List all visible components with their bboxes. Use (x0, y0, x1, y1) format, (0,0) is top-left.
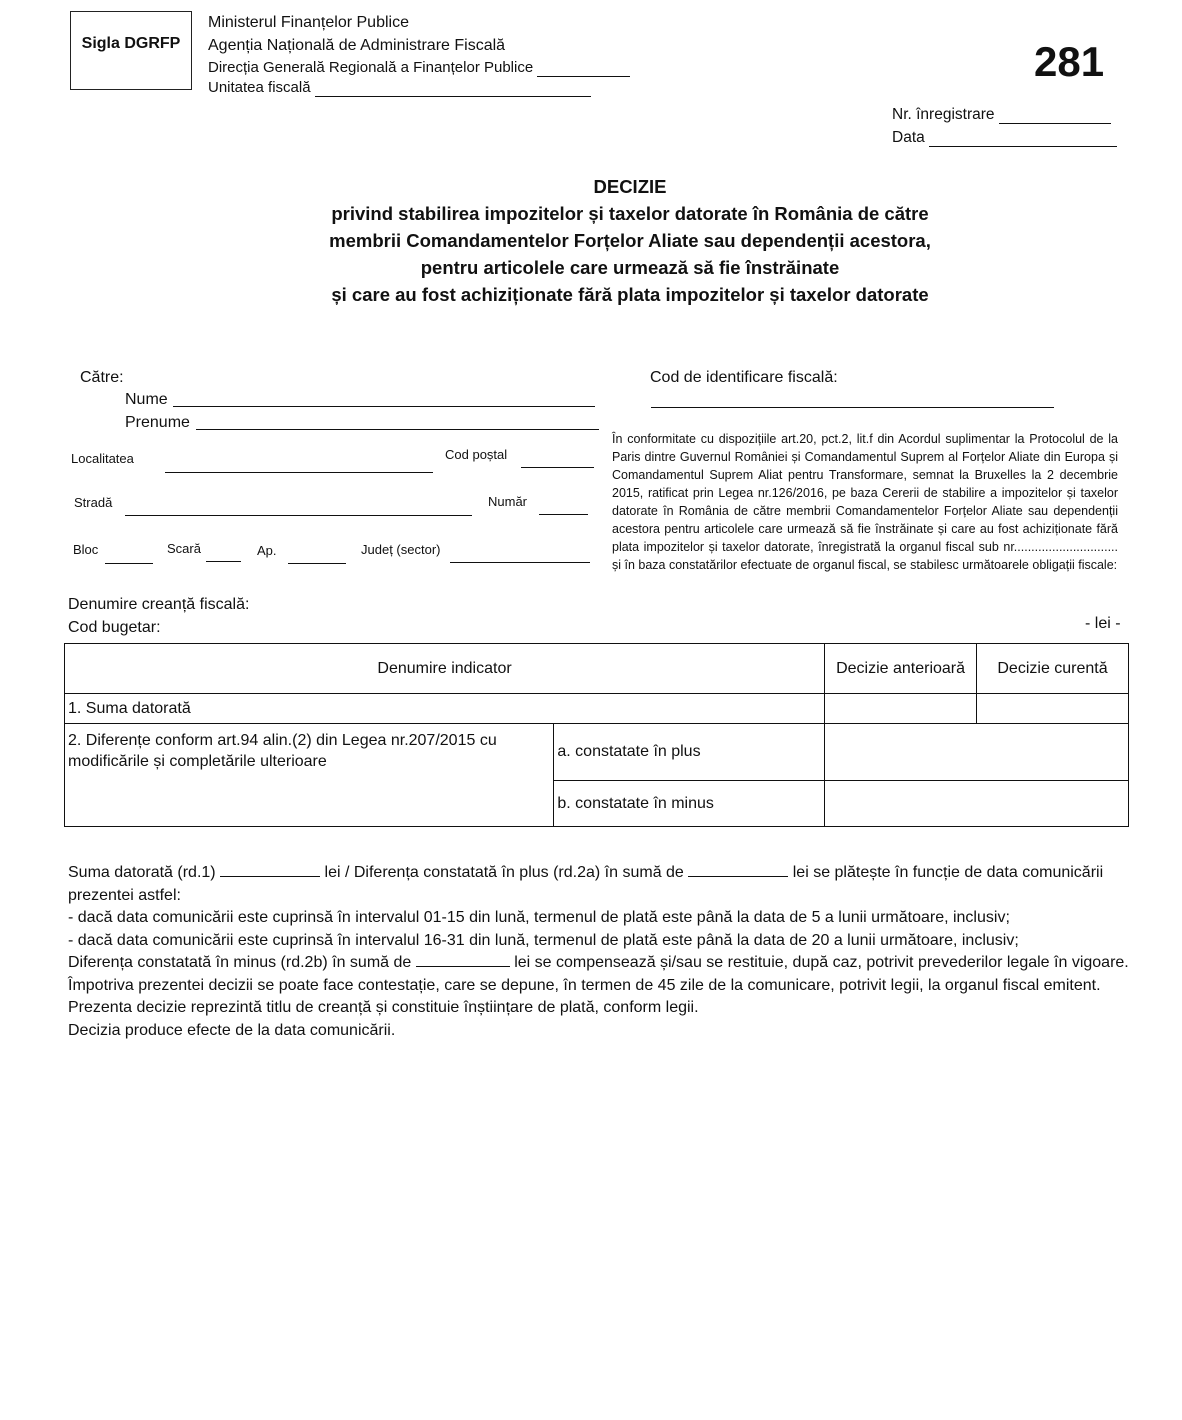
effect-paragraph: Decizia produce efecte de la data comunicării. (68, 1021, 396, 1039)
claim-name-label: Denumire creanță fiscală: (68, 596, 250, 613)
row-amount-due-current[interactable] (977, 694, 1129, 724)
registration-date-label: Data (892, 129, 925, 146)
number-label: Număr (488, 494, 528, 509)
appeal-paragraph: Împotriva prezentei decizii se poate face contestație, care se depune, în termen de 45 zile de la comunicare, potrivit legii, la organul fiscal emitent. (68, 976, 1101, 994)
payment-bullet-2: - dacă data comunicării este cuprinsă în intervalul 16-31 din lună, termenul de plată este până la data de 20 a lunii următoare, inclusiv; (68, 931, 1019, 949)
fiscal-code-field[interactable] (651, 407, 1054, 408)
payment-rule-text: lei se plătește în funcție de data comunicării prezentei astfel: (68, 864, 1104, 904)
title-line-4: pentru articolele care urmează să fie înstrăinate (420, 257, 840, 278)
header-indicator: Denumire indicator (65, 644, 825, 694)
table-row (65, 694, 1129, 724)
legal-basis-main: În conformitate cu dispozițiile art.20, pct.2, lit.f din Acordul suplimentar la Protocolul de la Paris dintre Guvernul României și Comandamentul Suprem al Forțelor Aliate din Europa și Comandamentul Suprem Aliat pentru Transformare, semnat la Bruxelles la 2 decembrie 2015, ratificat prin Legea nr.126/2016, pe baza Cererii de stabilire a impozitelor și taxelor datorate în România de către membrii Comandamentelor Forțelor Aliate sau dependenții acestora pentru articolele care urmează să fie înstrăinate și care au fost achiziționate fără plata impozitelor și taxelor datorate, înregistrată la organul fiscal sub nr.............................. (612, 432, 1118, 554)
logo-placeholder: Sigla DGRFP (70, 11, 192, 90)
firstname-field[interactable] (196, 429, 599, 430)
directorate-label: Direcția Generală Regională a Finanțelor Publice (208, 59, 534, 76)
legal-basis-text (612, 430, 1118, 574)
document-title (0, 173, 1182, 308)
difference-plus-blank[interactable] (688, 875, 788, 877)
name-label: Nume (125, 391, 168, 408)
row-amount-due-label: 1. Suma datorată (65, 694, 825, 724)
registration-number-line[interactable] (892, 106, 1111, 124)
street-field[interactable] (125, 515, 472, 516)
payment-paragraph (68, 862, 1138, 907)
block-field[interactable] (105, 563, 153, 564)
registration-number-label: Nr. înregistrare (892, 106, 995, 123)
block-label: Bloc (73, 542, 99, 557)
amount-due-blank[interactable] (220, 875, 320, 877)
directorate-field[interactable] (537, 76, 630, 77)
postal-code-field[interactable] (521, 467, 594, 468)
header-current-decision: Decizie curentă (977, 644, 1129, 694)
table-header-row (65, 644, 1129, 694)
row-differences-minus-value[interactable] (825, 781, 1129, 827)
unit-field[interactable] (315, 96, 591, 97)
locality-label: Localitatea (71, 451, 134, 466)
budget-code-label: Cod bugetar: (68, 619, 161, 636)
title-of-claim-paragraph: Prezenta decizie reprezintă titlu de creanță și constituie înștiințare de plată, conform legii. (68, 999, 699, 1016)
firstname-label: Prenume (125, 414, 190, 431)
street-label: Stradă (74, 495, 113, 510)
amount-due-text: Suma datorată (rd.1) (68, 864, 216, 881)
payment-terms (68, 862, 1138, 1042)
agency-name: Agenția Națională de Administrare Fiscală (208, 37, 506, 54)
difference-minus-rule: lei se compensează și/sau se restituie, după caz, potrivit prevederilor legale în vigoare. (514, 954, 1129, 971)
legal-basis-end: și în baza constatărilor efectuate de organul fiscal, se stabilesc următoarele obligații fiscale: (612, 558, 1118, 572)
unit-label: Unitatea fiscală (208, 79, 311, 96)
row-differences-plus-value[interactable] (825, 724, 1129, 781)
county-label: Județ (sector) (361, 542, 441, 557)
obligations-table (64, 643, 1129, 827)
title-line-3: membrii Comandamentelor Forțelor Aliate sau dependenții acestora, (329, 230, 931, 251)
directorate-line[interactable] (208, 59, 630, 77)
row-differences-minus-label: b. constatate în minus (554, 781, 825, 827)
apartment-field[interactable] (288, 563, 346, 564)
difference-plus-text: lei / Diferența constatată în plus (rd.2a) în sumă de (324, 864, 684, 881)
table-row (65, 724, 1129, 781)
unit-line[interactable] (208, 79, 591, 97)
stair-label: Scară (167, 541, 201, 556)
fiscal-code-label: Cod de identificare fiscală: (650, 369, 838, 386)
apartment-label: Ap. (257, 543, 277, 558)
registration-date-line[interactable] (892, 129, 1117, 147)
row-differences-label: 2. Diferențe conform art.94 alin.(2) din Legea nr.207/2015 cu modificările și completările ulterioare (65, 724, 554, 827)
row-differences-plus-label: a. constatate în plus (554, 724, 825, 781)
difference-minus-text: Diferența constatată în minus (rd.2b) în sumă de (68, 954, 412, 971)
title-line-5: și care au fost achiziționate fără plata impozitelor și taxelor datorate (331, 284, 929, 305)
postal-code-label: Cod poștal (445, 447, 508, 462)
currency-label: - lei - (1085, 615, 1121, 632)
ministry-name: Ministerul Finanțelor Publice (208, 14, 409, 31)
title-line-1: DECIZIE (593, 176, 667, 197)
number-field[interactable] (539, 514, 588, 515)
to-label: Către: (80, 369, 124, 386)
row-amount-due-previous[interactable] (825, 694, 977, 724)
registration-number-field[interactable] (999, 123, 1111, 124)
header-previous-decision: Decizie anterioară (825, 644, 977, 694)
difference-minus-blank[interactable] (416, 965, 510, 967)
stair-field[interactable] (206, 561, 241, 562)
registration-date-field[interactable] (929, 146, 1117, 147)
county-field[interactable] (450, 562, 590, 563)
name-field[interactable] (173, 406, 595, 407)
title-line-2: privind stabilirea impozitelor și taxelor datorate în România de către (331, 203, 929, 224)
payment-bullet-1: - dacă data comunicării este cuprinsă în intervalul 01-15 din lună, termenul de plată este până la data de 5 a lunii următoare, inclusiv; (68, 909, 1010, 926)
locality-field[interactable] (165, 472, 433, 473)
difference-minus-paragraph (68, 952, 1138, 975)
form-number: 281 (1034, 38, 1105, 85)
